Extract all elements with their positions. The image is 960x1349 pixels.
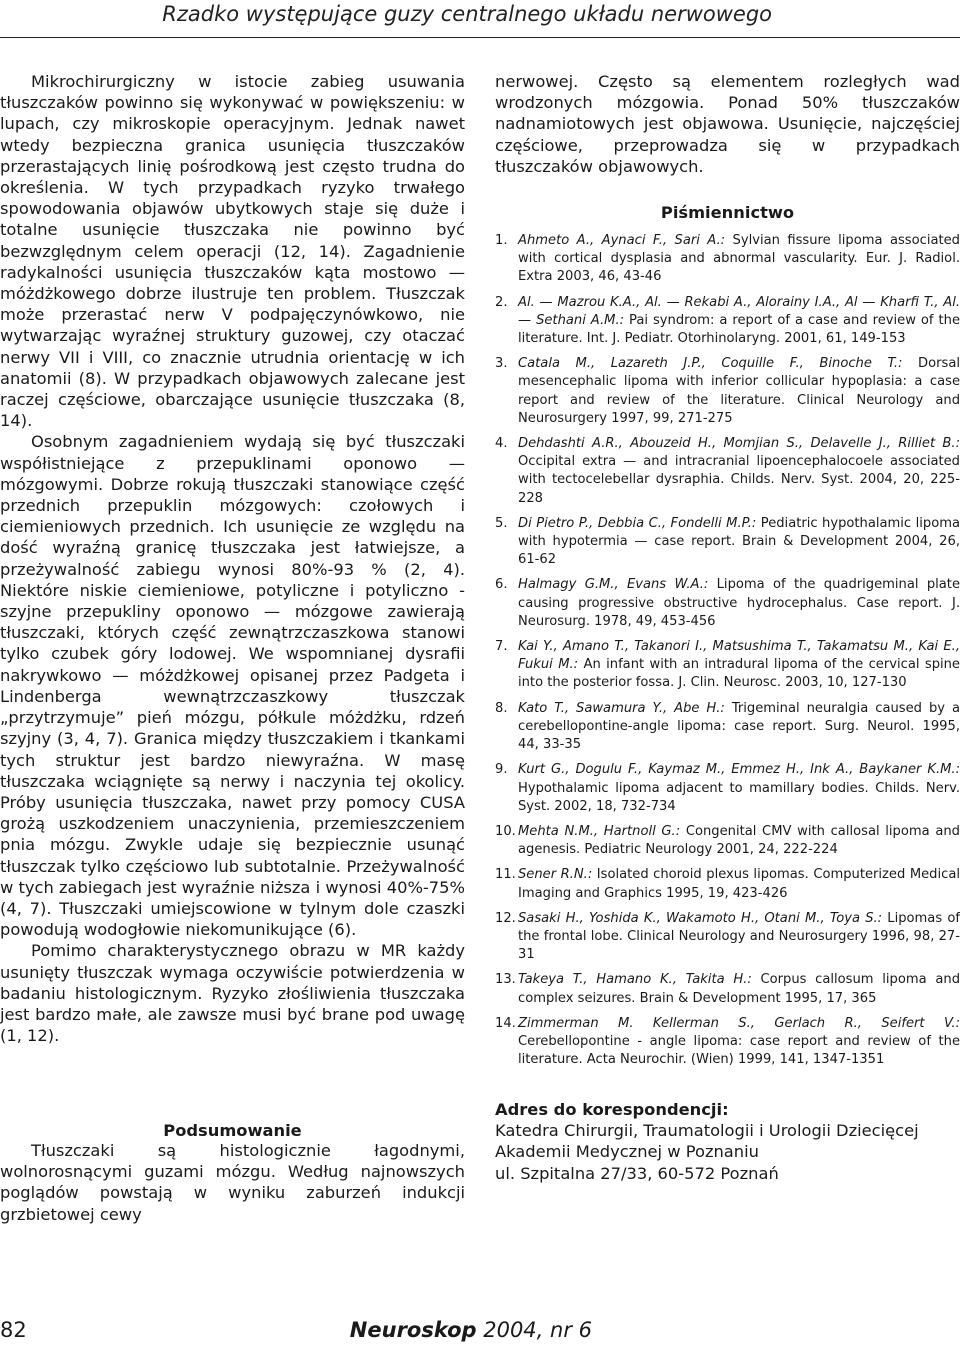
reference-text: An infant with an intradural lipoma of the cervical spine into the posterior fossa. J. Clin. Neurosc. 2003, 10, 127-130 <box>518 657 960 691</box>
reference-text: Corpus callosum lipoma and complex seizures. Brain & Development 1995, 17, 365 <box>518 972 960 1006</box>
reference-number: 11. <box>495 867 516 883</box>
body-paragraph-1: Mikrochirurgiczny w istocie zabieg usuwania tłuszczaków powinno się wykonywać w powiększeniu: w lupach, czy mikroskopie operacyjnym. Jednak nawet wtedy bezpieczna granica usunięcia tłuszczaków przerastających linię pośrodkową jest często trudna do określenia. W tych przypadkach ryzyko trwałego spowodowania objawów ubytkowych staje się duże i totalne usunięcie tłuszczaka nie powinno być bezwzględnym celem operacji (12, 14). Zagadnienie radykalności usunięcia tłuszczaków kąta mostowo — móżdżkowego dobrze ilustruje ten problem. Tłuszczak może przerastać nerw V podpajęczynówkowo, nie wytwarzając wyraźnej struktury guzowej, czy otaczać nerwy VII i VIII, co znacznie utrudnia orientację w ich anatomii (8). W przypadkach objawowych zalecane jest raczej częściowe, obarczające usunięcie tłuszczaka (8, 14). <box>0 72 465 431</box>
reference-text: Occipital extra — and intracranial lipoencephalocoele associated with tectocelebellar dysraphia. Childs. Nerv. Syst. 2004, 20, 225-228 <box>518 454 960 506</box>
reference-text: Dorsal mesencephalic lipoma with inferior collicular hypoplasia: a case report and review of the literature. Clinical Neurology and Neurosurgery 1997, 99, 271-275 <box>518 356 960 426</box>
reference-number: 1. <box>495 233 508 249</box>
body-paragraph-3: Pomimo charakterystycznego obrazu w MR każdy usunięty tłuszczak wymaga oczywiście potwierdzenia w badaniu histologicznym. Ryzyko złośliwienia tłuszczaka jest bardzo małe, ale zawsze musi być brane pod uwagę (1, 12). <box>0 941 465 1046</box>
correspondence-block <box>495 1099 960 1184</box>
reference-authors: Mehta N.M., Hartnoll G.: <box>518 823 681 839</box>
running-header <box>0 0 960 38</box>
reference-item <box>495 1015 960 1070</box>
reference-authors: Dehdashti A.R., Abouzeid H., Momjian S., Delavelle J., Rilliet B.: <box>518 436 960 452</box>
reference-item <box>495 866 960 902</box>
references-heading: Piśmiennictwo <box>660 203 795 223</box>
reference-number: 6. <box>495 577 508 593</box>
reference-item <box>495 515 960 570</box>
reference-text: Hypothalamic lipoma adjacent to mamillary bodies. Childs. Nerv. Syst. 2002, 18, 732-734 <box>518 780 960 814</box>
reference-authors: Halmagy G.M., Evans W.A.: <box>518 577 709 593</box>
reference-number: 9. <box>495 762 508 778</box>
reference-number: 14. <box>495 1015 516 1031</box>
summary-heading: Podsumowanie <box>163 1121 302 1140</box>
reference-item <box>495 294 960 349</box>
reference-item <box>495 638 960 693</box>
body-paragraph-continued: nerwowej. Często są elementem rozległych wad wrodzonych mózgowia. Ponad 50% tłuszczaków nadnamiotowych jest objawowa. Usunięcie, najczęściej częściowe, przeprowadza się w przypadkach tłuszczaków objawowych. <box>495 72 960 176</box>
reference-authors: Di Pietro P., Debbia C., Fondelli M.P.: <box>518 515 757 531</box>
journal-issue: 2004, nr 6 <box>483 1318 592 1342</box>
reference-text: Cerebellopontine - angle lipoma: case report and review of the literature. Acta Neurochir. (Wien) 1999, 141, 1347-1351 <box>518 1033 960 1068</box>
reference-text: Isolated choroid plexus lipomas. Computerized Medical Imaging and Graphics 1995, 19, 423-426 <box>518 867 960 901</box>
correspondence-line: ul. Szpitalna 27/33, 60-572 Poznań <box>495 1163 779 1183</box>
reference-number: 5. <box>495 515 508 531</box>
reference-number: 3. <box>495 356 508 372</box>
reference-authors: Al. — Mazrou K.A., Al. — Rekabi A., Alorainy I.A., Al — Kharfi T., Al. — Sethani A.M.: <box>518 294 960 328</box>
running-header-title: Rzadko występujące guzy centralnego układu nerwowego <box>162 2 772 26</box>
reference-number: 2. <box>495 294 508 310</box>
reference-list <box>495 232 960 1069</box>
reference-authors: Ahmeto A., Aynaci F., Sari A.: <box>518 233 726 249</box>
correspondence-line: Akademii Medycznej w Poznaniu <box>495 1142 759 1162</box>
reference-item <box>495 910 960 965</box>
reference-item <box>495 232 960 287</box>
reference-authors: Zimmerman M. Kellerman S., Gerlach R., Seifert V.: <box>518 1015 960 1031</box>
reference-text: Lipomas of the frontal lobe. Clinical Neurology and Neurosurgery 1996, 98, 27-31 <box>518 910 960 963</box>
reference-authors: Kai Y., Amano T., Takanori I., Matsushima T., Takamatsu M., Kai E., Fukui M.: <box>518 639 960 673</box>
reference-number: 8. <box>495 700 508 716</box>
body-paragraph-2: Osobnym zagadnieniem wydają się być tłuszczaki współistniejące z przepuklinami oponowo — mózgowymi. Dobrze rokują tłuszczaki stanowiące część przednich przepuklin mózgowych: czołowych i ciemieniowych przednich. Ich usunięcie ze względu na dość wyraźną granicę tłuszczaka jest łatwiejsze, a przeżywalność zabiegu wynosi 80%-93 % (2, 4). Niektóre niskie ciemieniowe, potyliczne i potyliczno - szyjne przepukliny oponowo — mózgowe zawierają tłuszczaki, których część zewnątrzczaszkowa stanowi tylko czubek góry lodowej. We wspomnianej dysrafii nakrywkowo — móżdżkowej opisanej przez Padgeta i Lindenberga wewnątrzczaszkowy tłuszczak „przytrzymuje” pień mózgu, półkule móżdżku, rdzeń szyjny (3, 4, 7). Granica między tłuszczakiem i tkankami tych struktur jest bardzo niewyraźna. W masę tłuszczaka wciągnięte są nerwy i naczynia tej okolicy. Próby usunięcia tłuszczaka, nawet przy pomocy CUSA grożą uszkodzeniem unaczynienia, przemieszczeniem pnia mózgu. Zwykle udaje się bezpiecznie usunąć tłuszczak tylko częściowo lub subtotalnie. Przeżywalność w tych zabiegach jest wyraźnie niższa i wynosi 40%-75% (4, 7). Tłuszczaki umiejscowione w tylnym dole czaszki powodują wodogłowie niekomunikujące (6). <box>0 432 465 940</box>
reference-item <box>495 435 960 508</box>
reference-authors: Catala M., Lazareth J.P., Coquille F., Binoche T.: <box>518 356 903 372</box>
correspondence-heading: Adres do korespondencji: <box>495 1100 729 1119</box>
reference-text: Pediatric hypothalamic lipoma with hypotermia — case report. Brain & Development 2004, 26, 61-62 <box>518 515 960 568</box>
reference-item <box>495 971 960 1007</box>
reference-text: Congenital CMV with callosal lipoma and agenesis. Pediatric Neurology 2001, 24, 222-224 <box>518 823 960 858</box>
reference-authors: Kurt G., Dogulu F., Kaymaz M., Emmez H., Ink A., Baykaner K.M.: <box>518 762 960 778</box>
journal-footer <box>350 1318 592 1342</box>
reference-text: Pai syndrom: a report of a case and review of the literature. Int. J. Pediatr. Otorhinolaryng. 2001, 61, 149-153 <box>518 312 960 347</box>
reference-item <box>495 355 960 428</box>
reference-authors: Takeya T., Hamano K., Takita H.: <box>518 972 752 988</box>
reference-text: Trigeminal neuralgia caused by a cerebellopontine-angle lipoma: case report. Surg. Neurol. 1995, 44, 33-35 <box>518 700 960 753</box>
reference-authors: Kato T., Sawamura Y., Abe H.: <box>518 700 725 716</box>
reference-authors: Sener R.N.: <box>518 867 593 883</box>
reference-text: Lipoma of the quadrigeminal plate causing progressive obstructive hydrocephalus. Case report. J. Neurosurg. 1978, 49, 453-456 <box>518 577 960 629</box>
reference-number: 13. <box>495 972 516 988</box>
summary-paragraph: Tłuszczaki są histologicznie łagodnymi, wolnorosnącymi guzami mózgu. Według najnowszych poglądów powstają w wyniku zaburzeń indukcji grzbietowej cewy <box>0 1141 465 1224</box>
reference-authors: Sasaki H., Yoshida K., Wakamoto H., Otani M., Toya S.: <box>518 910 883 926</box>
journal-name: Neuroskop <box>349 1318 477 1342</box>
summary-section <box>0 1121 465 1225</box>
reference-number: 4. <box>495 436 508 452</box>
page-number: 82 <box>0 1318 27 1342</box>
right-column <box>495 71 960 1076</box>
reference-number: 10. <box>495 823 516 839</box>
reference-item <box>495 823 960 859</box>
reference-number: 12. <box>495 910 516 926</box>
reference-text: Sylvian fissure lipoma associated with cortical dysplasia and abnormal vascularity. Eur. J. Radiol. Extra 2003, 46, 43-46 <box>518 233 960 285</box>
reference-item <box>495 576 960 631</box>
reference-number: 7. <box>495 639 508 655</box>
reference-item <box>495 761 960 816</box>
reference-item <box>495 700 960 755</box>
left-column <box>0 71 465 1046</box>
correspondence-line: Katedra Chirurgii, Traumatologii i Urologii Dziecięcej <box>495 1121 919 1141</box>
